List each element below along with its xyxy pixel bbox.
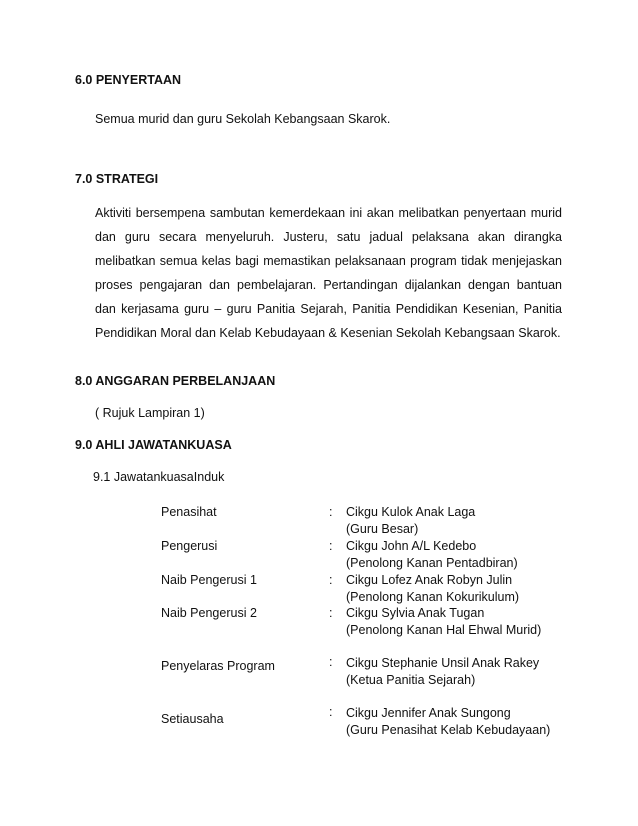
section-8-heading: 8.0 ANGGARAN PERBELANJAAN: [75, 374, 276, 388]
section-9-heading: 9.0 AHLI JAWATANKUASA: [75, 438, 232, 452]
section-7-heading: 7.0 STRATEGI: [75, 172, 159, 186]
committee-member: [346, 705, 550, 739]
committee-role: Penyelaras Program: [161, 659, 275, 673]
member-position: (Penolong Kanan Kokurikulum): [346, 590, 520, 604]
member-position: (Guru Besar): [346, 522, 419, 536]
committee-member: [346, 572, 519, 606]
committee-separator: :: [329, 539, 333, 553]
committee-role: Naib Pengerusi 2: [161, 606, 257, 620]
paragraph-line: dan kerjasama guru – guru Panitia Sejarah, Panitia Pendidikan Kesenian, Panitia: [95, 302, 562, 316]
paragraph-line: proses pengajaran dan pembelajaran. Pertandingan dijalankan dengan bantuan: [95, 278, 562, 292]
committee-separator: :: [329, 606, 333, 620]
section-8-body: ( Rujuk Lampiran 1): [95, 406, 205, 420]
paragraph-line: Aktiviti bersempena sambutan kemerdekaan ini akan melibatkan penyertaan murid: [95, 206, 562, 220]
committee-role: Pengerusi: [161, 539, 218, 553]
member-name: Cikgu Lofez Anak Robyn Julin: [346, 573, 513, 587]
section-6-body: Semua murid dan guru Sekolah Kebangsaan Skarok.: [95, 112, 391, 126]
paragraph-line: melibatkan semua kelas bagi memastikan pelaksanaan program tidak menjejaskan: [95, 254, 562, 268]
committee-member: [346, 605, 541, 639]
committee-member: [346, 538, 518, 572]
member-name: Cikgu John A/L Kedebo: [346, 539, 477, 553]
committee-role: Setiausaha: [161, 712, 224, 726]
member-position: (Penolong Kanan Pentadbiran): [346, 556, 518, 570]
committee-member: [346, 655, 539, 689]
member-position: (Ketua Panitia Sejarah): [346, 673, 476, 687]
committee-separator: :: [329, 705, 333, 719]
section-6-heading: 6.0 PENYERTAAN: [75, 73, 182, 87]
committee-separator: :: [329, 655, 333, 669]
member-name: Cikgu Sylvia Anak Tugan: [346, 606, 485, 620]
committee-role: Penasihat: [161, 505, 217, 519]
paragraph-line: Pendidikan Moral dan Kelab Kebudayaan & Kesenian Sekolah Kebangsaan Skarok.: [95, 326, 561, 340]
member-name: Cikgu Kulok Anak Laga: [346, 505, 476, 519]
member-position: (Guru Penasihat Kelab Kebudayaan): [346, 723, 551, 737]
committee-separator: :: [329, 505, 333, 519]
committee-separator: :: [329, 573, 333, 587]
member-name: Cikgu Jennifer Anak Sungong: [346, 706, 511, 720]
section-7-paragraph: [95, 201, 562, 345]
section-9-subheading: 9.1 JawatankuasaInduk: [93, 470, 225, 484]
member-position: (Penolong Kanan Hal Ehwal Murid): [346, 623, 542, 637]
member-name: Cikgu Stephanie Unsil Anak Rakey: [346, 656, 540, 670]
committee-member: [346, 504, 475, 538]
paragraph-line: dan guru secara menyeluruh. Justeru, satu jadual pelaksana akan dirangka: [95, 230, 562, 244]
committee-role: Naib Pengerusi 1: [161, 573, 257, 587]
